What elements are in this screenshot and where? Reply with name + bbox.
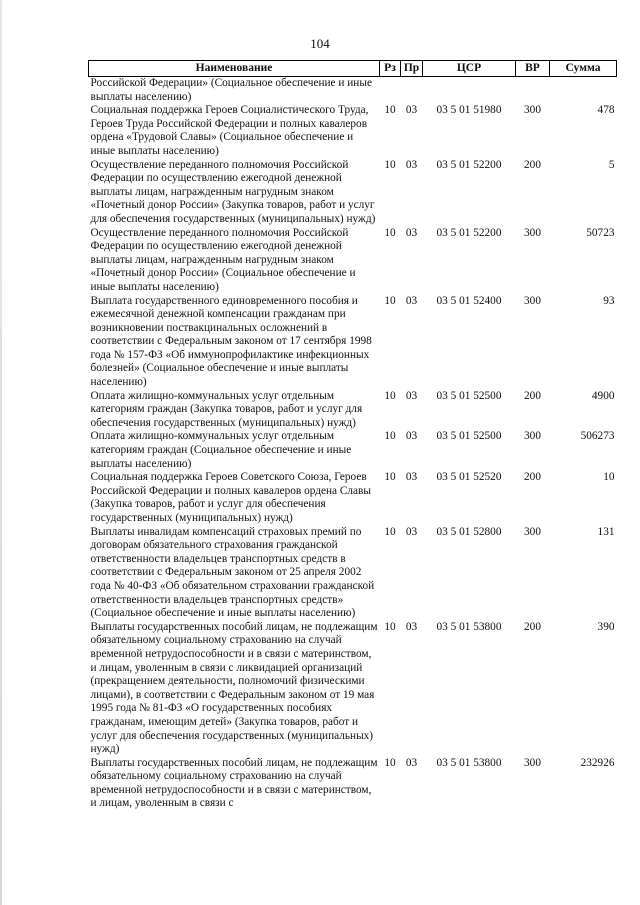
column-header-rz: Рз [380, 61, 401, 77]
cell-csr: 03 5 01 52200 [436, 226, 502, 239]
cell-rz: 10 [384, 620, 396, 633]
column-header-pr: Пр [401, 61, 423, 77]
page-number: 104 [310, 36, 330, 51]
cell-csr: 03 5 01 53800 [436, 756, 502, 769]
cell-sum: 390 [597, 620, 615, 633]
cell-name: Социальная поддержка Героев Советского Союза, Героев Российской Федерации и полных кавалеров ордена Славы (Закупка товаров, работ и услуг для обеспечения государственных (муниципальных) нужд) [90, 471, 371, 524]
cell-csr: 03 5 01 52500 [436, 389, 502, 402]
cell-pr: 03 [405, 158, 418, 171]
cell-rz: 10 [384, 294, 396, 307]
budget-table [88, 60, 617, 811]
cell-name: Социальная поддержка Героев Социалистического Труда, Героев Труда Российской Федерации и полных кавалеров ордена «Трудовой Славы» (Социальное обеспечение и иные выплаты населению) [90, 104, 369, 157]
column-header-vr: ВР [516, 61, 550, 77]
cell-pr: 03 [405, 525, 418, 538]
cell-sum: 131 [597, 525, 615, 538]
cell-pr: 03 [405, 389, 418, 402]
cell-sum: 93 [603, 294, 615, 307]
cell-csr [423, 77, 516, 105]
cell-pr: 03 [405, 471, 418, 484]
cell-rz: 10 [384, 104, 396, 117]
cell-vr: 200 [524, 471, 541, 484]
cell-vr: 300 [524, 430, 541, 443]
table-row [89, 757, 617, 811]
table-row [89, 621, 617, 757]
cell-name: Оплата жилищно-коммунальных услуг отдельным категориям граждан (Закупка товаров, работ и услуг для обеспечения государственных (муниципальных) нужд) [90, 389, 363, 429]
column-header-sum: Сумма [550, 61, 617, 77]
cell-csr: 03 5 01 52200 [436, 158, 502, 171]
table-row [89, 159, 617, 227]
table-row [89, 104, 617, 158]
cell-vr: 300 [524, 226, 541, 239]
cell-pr: 03 [405, 104, 418, 117]
cell-csr: 03 5 01 51980 [436, 104, 502, 117]
cell-pr: 03 [405, 226, 418, 239]
cell-pr: 03 [405, 430, 418, 443]
cell-name: Выплаты государственных пособий лицам, не подлежащим обязательному социальному страхованию на случай временной нетрудоспособности и в связи с материнством, и лицам, уволенным в связи с [90, 756, 378, 810]
cell-pr [401, 77, 423, 105]
cell-sum: 506273 [580, 430, 615, 443]
table-row [89, 390, 617, 431]
cell-pr: 03 [405, 294, 418, 307]
cell-csr: 03 5 01 52800 [436, 525, 502, 538]
table-row [89, 526, 617, 621]
cell-rz: 10 [384, 471, 396, 484]
cell-vr: 300 [524, 756, 541, 769]
cell-csr: 03 5 01 53800 [436, 620, 502, 633]
cell-csr: 03 5 01 52400 [436, 294, 502, 307]
cell-name: Оплата жилищно-коммунальных услуг отдельным категориям граждан (Социальное обеспечение и иные выплаты населению) [90, 430, 352, 470]
cell-vr: 200 [524, 620, 541, 633]
cell-rz: 10 [384, 756, 396, 769]
cell-csr: 03 5 01 52500 [436, 430, 502, 443]
cell-vr [516, 77, 550, 105]
cell-rz: 10 [384, 525, 396, 538]
cell-rz: 10 [384, 389, 396, 402]
cell-vr: 300 [524, 525, 541, 538]
cell-sum: 232926 [580, 756, 615, 769]
table-row [89, 471, 617, 525]
table-row [89, 430, 617, 471]
cell-sum: 50723 [586, 226, 615, 239]
cell-name: Осуществление переданного полномочия Российской Федерации по осуществлению ежегодной денежной выплаты лицам, награжденным нагрудным знаком «Почетный донор России» (Социальное обеспечение и иные выплаты населению) [90, 226, 356, 293]
scan-edge [0, 0, 2, 905]
cell-vr: 200 [524, 158, 541, 171]
cell-rz: 10 [384, 226, 396, 239]
cell-pr: 03 [405, 620, 418, 633]
cell-vr: 200 [524, 389, 541, 402]
cell-name: Выплаты государственных пособий лицам, не подлежащим обязательному социальному страхованию на случай временной нетрудоспособности и в связи с материнством, и лицам, уволенным в связи с ликвидацией организаций (прекращением деятельности, полномочий физическими лицами), в соответствии с Федеральным законом от 19 мая 1995 года № 81-ФЗ «О государственных пособиях гражданам, имеющим детей» (Закупка товаров, работ и услуг для обеспечения государственных (муниципальных) нужд) [90, 620, 378, 756]
column-header-name: Наименование [89, 61, 380, 77]
cell-vr: 300 [524, 294, 541, 307]
cell-name: Выплата государственного единовременного пособия и ежемесячной денежной компенсации гражданам при возникновении поствакцинальных осложнений в соответствии с Федеральным законом от 17 сентября 1998 года № 157-ФЗ «Об иммунопрофилактике инфекционных болезней» (Социальное обеспечение и иные выплаты населению) [90, 294, 372, 389]
cell-sum: 10 [603, 471, 615, 484]
cell-pr: 03 [405, 756, 418, 769]
cell-rz: 10 [384, 430, 396, 443]
table-row [89, 227, 617, 295]
cell-sum: 478 [597, 104, 615, 117]
cell-sum [550, 77, 617, 105]
cell-name: Выплаты инвалидам компенсаций страховых премий по договорам обязательного страхования гражданской ответственности владельцев транспортных средств в соответствии с Федеральным законом от 25 апреля 2002 года № 40-ФЗ «Об обязательном страховании гражданской ответственности владельцев транспортных средств» (Социальное обеспечение и иные выплаты населению) [90, 525, 375, 620]
cell-sum: 4900 [591, 389, 615, 402]
table-header-row [89, 61, 617, 77]
cell-sum: 5 [608, 158, 615, 171]
cell-name: Российской Федерации» (Социальное обеспечение и иные выплаты населению) [90, 77, 372, 103]
cell-csr: 03 5 01 52520 [436, 471, 502, 484]
table-row [89, 295, 617, 390]
cell-rz: 10 [384, 158, 396, 171]
column-header-csr: ЦСР [423, 61, 516, 77]
table-row [89, 77, 617, 105]
cell-vr: 300 [524, 104, 541, 117]
cell-rz [380, 77, 401, 105]
cell-name: Осуществление переданного полномочия Российской Федерации по осуществлению ежегодной денежной выплаты лицам, награжденным нагрудным знаком «Почетный донор России» (Закупка товаров, работ и услуг для обеспечения государственных (муниципальных) нужд) [90, 158, 376, 225]
